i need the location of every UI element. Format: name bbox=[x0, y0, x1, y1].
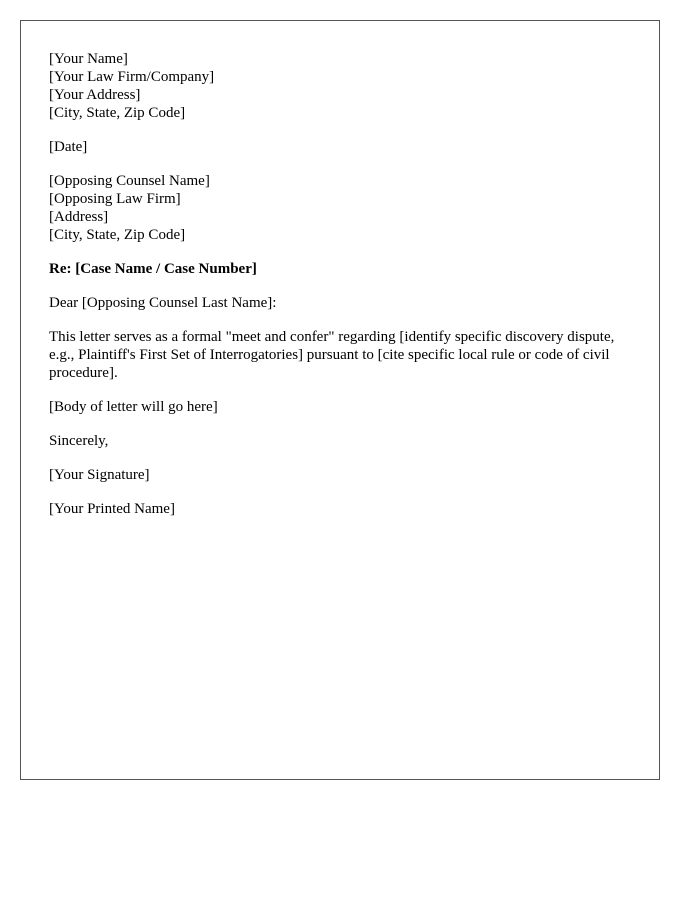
letter-date: [Date] bbox=[49, 139, 88, 155]
salutation: Dear [Opposing Counsel Last Name]: bbox=[49, 295, 277, 311]
subject-line: Re: [Case Name / Case Number] bbox=[49, 261, 257, 277]
body-placeholder: [Body of letter will go here] bbox=[49, 399, 218, 415]
intro-paragraph: This letter serves as a formal "meet and confer" regarding [identify specific discovery dispute, e.g., Plaintiff's First Set of Interrogatories] pursuant to [cite specific local rule or code of civil procedure]. bbox=[49, 329, 615, 381]
signature-placeholder: [Your Signature] bbox=[49, 467, 150, 483]
sender-block bbox=[49, 50, 631, 122]
recipient-city-state-zip: [City, State, Zip Code] bbox=[49, 227, 186, 243]
recipient-block bbox=[49, 172, 631, 244]
sender-address: [Your Address] bbox=[49, 87, 141, 103]
sender-name: [Your Name] bbox=[49, 51, 128, 67]
closing: Sincerely, bbox=[49, 433, 109, 449]
letter-page bbox=[20, 20, 660, 780]
recipient-name: [Opposing Counsel Name] bbox=[49, 173, 210, 189]
recipient-address: [Address] bbox=[49, 209, 109, 225]
sender-firm: [Your Law Firm/Company] bbox=[49, 69, 215, 85]
sender-city-state-zip: [City, State, Zip Code] bbox=[49, 105, 186, 121]
printed-name: [Your Printed Name] bbox=[49, 501, 175, 517]
recipient-firm: [Opposing Law Firm] bbox=[49, 191, 181, 207]
date-block bbox=[49, 138, 631, 156]
